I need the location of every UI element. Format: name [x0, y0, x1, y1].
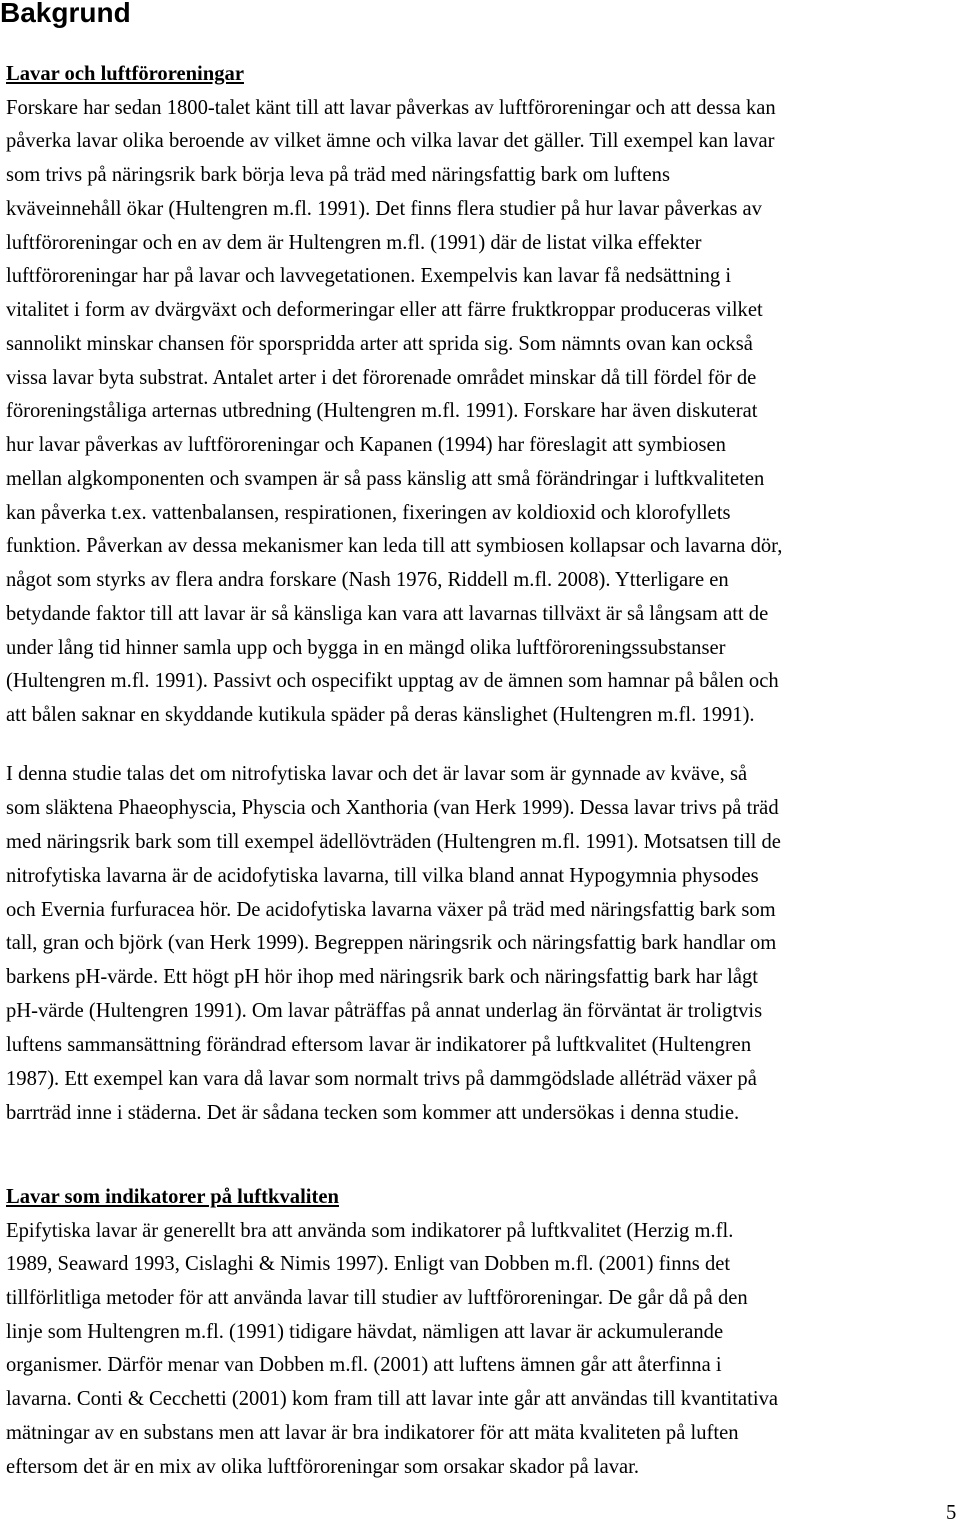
text-line: pH-värde (Hultengren 1991). Om lavar påträffas på annat underlag än förväntat är troligtvis [6, 1000, 763, 1023]
text-line: betydande faktor till att lavar är så känsliga kan vara att lavarnas tillväxt är så långsam att de [6, 602, 769, 625]
section-lavar-och-luftfororeningar [6, 58, 960, 733]
text-line: luftens sammansättning förändrad eftersom lavar är indikatorer på luftkvalitet (Hultengren [6, 1034, 752, 1057]
text-line: tall, gran och björk (van Herk 1999). Begreppen näringsrik och näringsfattig bark handlar om [6, 932, 777, 955]
text-line: funktion. Påverkan av dessa mekanismer kan leda till att symbiosen kollapsar och lavarna dör, [6, 535, 783, 558]
paragraph [6, 92, 960, 733]
text-line: Forskare har sedan 1800-talet känt till att lavar påverkas av luftföroreningar och att dessa kan [6, 96, 776, 119]
text-line: vissa lavar byta substrat. Antalet arter i det förorenade området minskar då till fördel för de [6, 366, 757, 389]
text-line: nitrofytiska lavarna är de acidofytiska lavarna, till vilka bland annat Hypogymnia physodes [6, 864, 759, 887]
text-line: organismer. Därför menar van Dobben m.fl. (2001) att luftens ämnen går att återfinna i [6, 1354, 722, 1377]
text-line: med näringsrik bark som till exempel ädellövträden (Hultengren m.fl. 1991). Motsatsen till de [6, 830, 781, 853]
text-line: föroreningståliga arternas utbredning (Hultengren m.fl. 1991). Forskare har även diskuterat [6, 400, 758, 423]
text-line: mellan algkomponenten och svampen är så pass känslig att små förändringar i luftkvaliteten [6, 467, 765, 490]
text-line: eftersom det är en mix av olika luftföroreningar som orsakar skador på lavar. [6, 1455, 640, 1478]
text-line: påverka lavar olika beroende av vilket ämne och vilka lavar det gäller. Till exempel kan lavar [6, 130, 775, 153]
text-line: linje som Hultengren m.fl. (1991) tidigare hävdat, nämligen att lavar är ackumulerande [6, 1320, 724, 1343]
text-line: tillförlitliga metoder för att använda lavar till studier av luftföroreningar. De går då på den [6, 1287, 748, 1310]
text-line: vitalitet i form av dvärgväxt och deformeringar eller att färre fruktkroppar produceras vilket [6, 299, 763, 322]
text-line: något som styrks av flera andra forskare (Nash 1976, Riddell m.fl. 2008). Ytterligare en [6, 569, 729, 592]
text-line: barkens pH-värde. Ett högt pH hör ihop med näringsrik bark och näringsfattig bark har lågt [6, 966, 759, 989]
section-nitrofytiska-lavar [6, 758, 960, 1131]
text-line: mätningar av en substans men att lavar är bra indikatorer för att mäta kvaliteten på luften [6, 1421, 739, 1444]
page-number: 5 [946, 1502, 957, 1524]
text-line: att bålen saknar en skyddande kutikula späder på deras känslighet (Hultengren m.fl. 1991). [6, 704, 755, 727]
paragraph [6, 1215, 960, 1485]
text-line: (Hultengren m.fl. 1991). Passivt och ospecifikt upptag av de ämnen som hamnar på bålen och [6, 670, 779, 693]
section-title: Lavar som indikatorer på luftkvaliten [6, 1186, 339, 1208]
text-line: 1989, Seaward 1993, Cislaghi & Nimis 1997). Enligt van Dobben m.fl. (2001) finns det [6, 1253, 731, 1276]
section-title: Lavar och luftföroreningar [6, 63, 244, 85]
text-line: kväveinnehåll ökar (Hultengren m.fl. 1991). Det finns flera studier på hur lavar påverkas av [6, 197, 762, 220]
text-line: barrträd inne i städerna. Det är sådana tecken som kommer att undersökas i denna studie. [6, 1101, 740, 1124]
text-line: luftföroreningar och en av dem är Hultengren m.fl. (1991) där de listat vilka effekter [6, 231, 702, 254]
text-line: 1987). Ett exempel kan vara då lavar som normalt trivs på dammgödslade alléträd växer på [6, 1068, 757, 1091]
text-line: som släktena Phaeophyscia, Physcia och Xanthoria (van Herk 1999). Dessa lavar trivs på träd [6, 796, 779, 819]
text-line: som trivs på näringsrik bark börja leva på träd med näringsfattig bark om luftens [6, 164, 670, 187]
page-heading: Bakgrund [0, 0, 131, 28]
paragraph [6, 758, 960, 1131]
text-line: och Evernia furfuracea hör. De acidofytiska lavarna växer på träd med näringsfattig bark som [6, 898, 776, 921]
text-line: kan påverka t.ex. vattenbalansen, respirationen, fixeringen av koldioxid och klorofyllets [6, 501, 731, 524]
text-line: luftföroreningar har på lavar och lavvegetationen. Exempelvis kan lavar få nedsättning i [6, 265, 732, 288]
section-lavar-som-indikatorer [6, 1181, 960, 1484]
text-line: Epifytiska lavar är generellt bra att använda som indikatorer på luftkvalitet (Herzig m.fl. [6, 1219, 734, 1242]
text-line: under lång tid hinner samla upp och bygga in en mängd olika luftföroreningssubstanser [6, 636, 726, 659]
text-line: hur lavar påverkas av luftföroreningar och Kapanen (1994) har föreslagit att symbiosen [6, 434, 726, 457]
text-line: I denna studie talas det om nitrofytiska lavar och det är lavar som är gynnade av kväve, så [6, 763, 748, 785]
text-line: sannolikt minskar chansen för sporspridda arter att sprida sig. Som nämnts ovan kan också [6, 332, 753, 355]
text-line: lavarna. Conti & Cecchetti (2001) kom fram till att lavar inte går att användas till kvantitativa [6, 1388, 779, 1411]
